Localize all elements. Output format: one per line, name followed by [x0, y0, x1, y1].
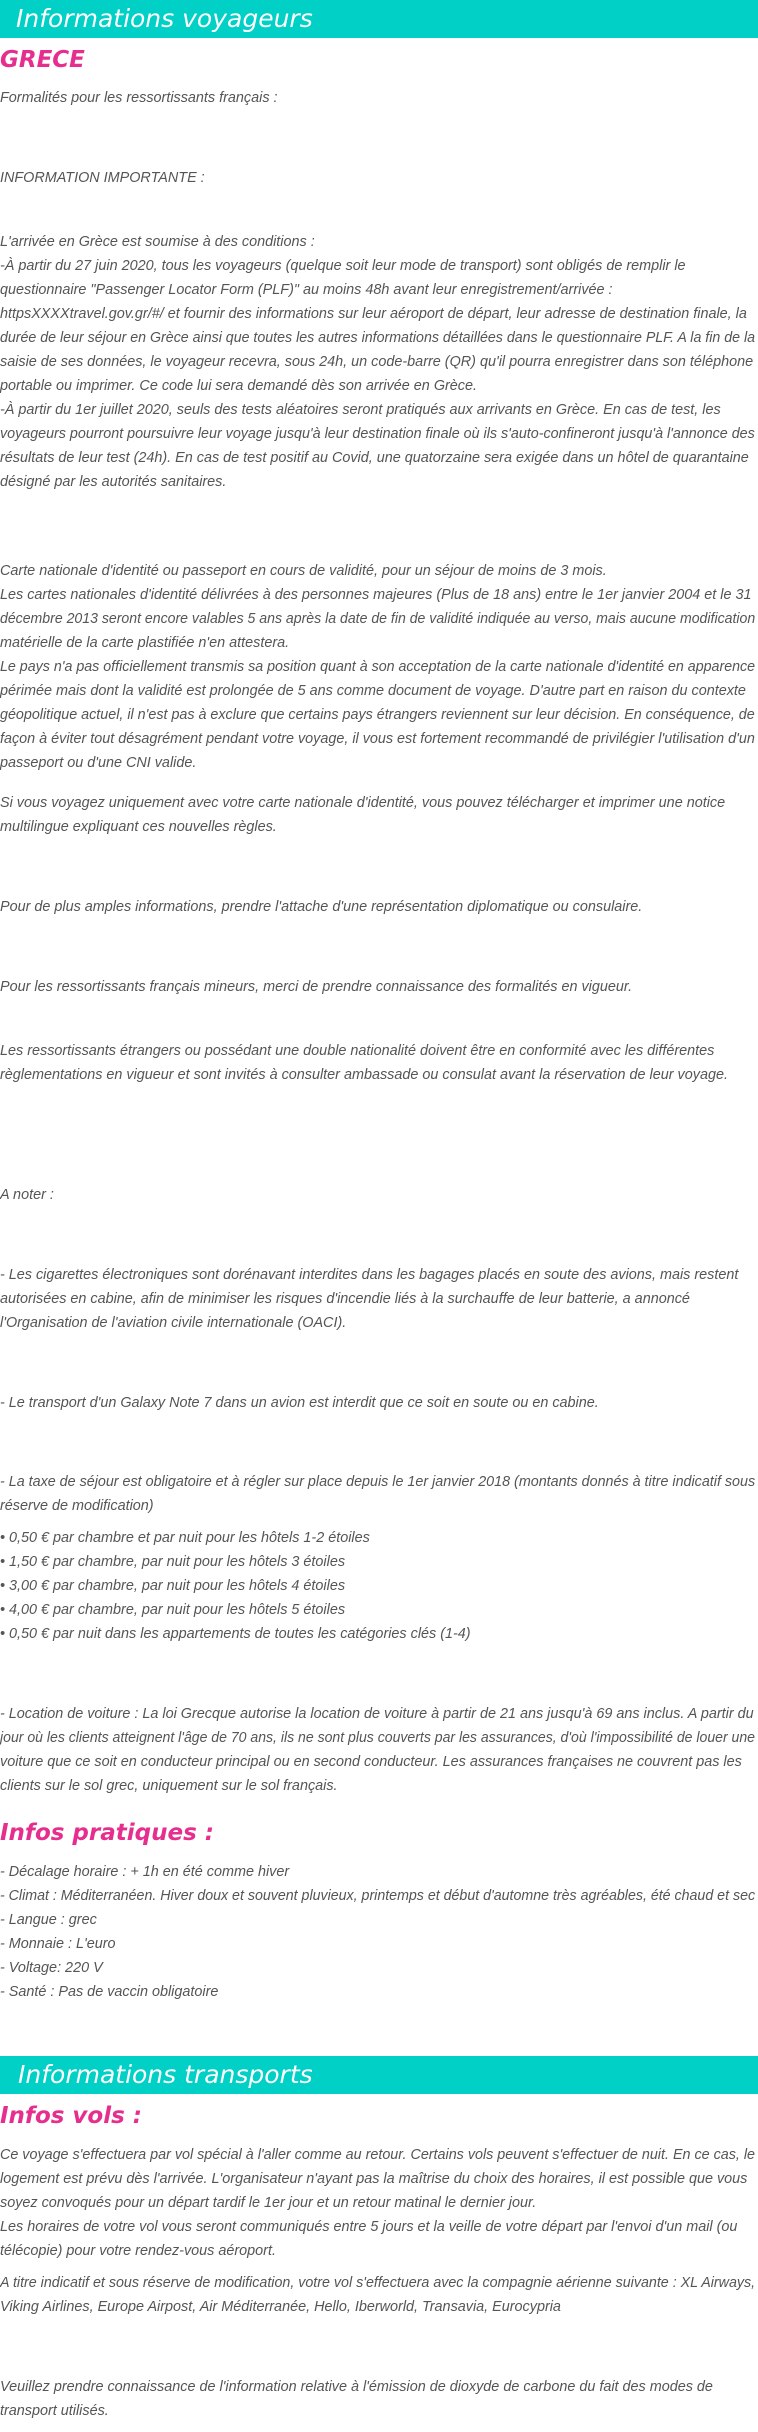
cigarettes-line: autorisées en cabine, afin de minimiser les risques d'incendie liés à la surchauffe de leur batterie, a annoncé	[0, 1291, 690, 1307]
list-item: • 3,00 € par chambre, par nuit pour les hôtels 4 étoiles	[0, 1578, 346, 1594]
conditions-line: portable ou imprimer. Ce code lui sera demandé dès son arrivée en Grèce.	[0, 378, 477, 394]
infos-pratiques-title: Infos pratiques :	[0, 1820, 214, 1846]
list-item: • 0,50 € par chambre et par nuit pour les hôtels 1-2 étoiles	[0, 1530, 370, 1546]
list-item: - Monnaie : L'euro	[0, 1936, 116, 1952]
cigarettes-line: - Les cigarettes électroniques sont dorénavant interdites dans les bagages placés en soute des avions, mais restent	[0, 1267, 739, 1283]
location-line: clients sur le sol grec, uniquement sur le sol français.	[0, 1778, 338, 1794]
conditions-paragraph	[0, 230, 758, 494]
section-title-transports: Informations transports	[18, 2060, 313, 2089]
identite-line: matérielle de la carte plastifiée n'en attestera.	[0, 635, 290, 651]
section-band-transports	[0, 2056, 758, 2094]
infos-vols-title: Infos vols :	[0, 2103, 143, 2129]
vols-line: logement est prévu dès l'arrivée. L'organisateur n'ayant pas la maîtrise du choix des horaires, il est possible que vous	[0, 2171, 748, 2187]
taxe-line: réserve de modification)	[0, 1498, 154, 1514]
etrangers-line: règlementations en vigueur et sont invités à consulter ambassade ou consulat avant la réservation de leur voyage.	[0, 1067, 728, 1083]
etrangers-line: Les ressortissants étrangers ou possédant une double nationalité doivent être en conformité avec les différentes	[0, 1043, 715, 1059]
location-line: - Location de voiture : La loi Grecque autorise la location de voiture à partir de 21 ans jusqu'à 69 ans inclus. A partir du	[0, 1706, 754, 1722]
compagnies-line: Viking Airlines, Europe Airpost, Air Méditerranée, Hello, Iberworld, Transavia, Eurocypria	[0, 2299, 561, 2315]
list-item: - Voltage: 220 V	[0, 1960, 103, 1976]
notice-paragraph	[0, 791, 758, 839]
compagnies-line: A titre indicatif et sous réserve de modification, votre vol s'effectuera avec la compagnie aérienne suivante : XL Airways,	[0, 2275, 756, 2291]
conditions-line: désigné par les autorités sanitaires.	[0, 474, 227, 490]
conditions-line: httpsXXXXtravel.gov.gr/#/ et fournir des informations sur leur aéroport de départ, leur adresse de destination finale, la	[0, 306, 747, 322]
conditions-line: questionnaire "Passenger Locator Form (PLF)" au moins 48h avant leur enregistrement/arrivée :	[0, 282, 613, 298]
list-item: - Santé : Pas de vaccin obligatoire	[0, 1984, 219, 2000]
taxe-list	[0, 1526, 758, 1646]
identite-line: passeport ou d'une CNI valide.	[0, 755, 197, 771]
notice-line: multilingue expliquant ces nouvelles règles.	[0, 819, 277, 835]
vols-line: Ce voyage s'effectuera par vol spécial à l'aller comme au retour. Certains vols peuvent s'effectuer de nuit. En ce cas, le	[0, 2147, 756, 2163]
conditions-line: voyageurs pourront poursuivre leur voyage jusqu'à leur destination finale où ils s'auto-confineront jusqu'à l'annonce des	[0, 426, 755, 442]
conditions-line: -À partir du 27 juin 2020, tous les voyageurs (quelque soit leur mode de transport) sont obligés de remplir le	[0, 258, 686, 274]
vols-line: Les horaires de votre vol vous seront communiqués entre 5 jours et la veille de votre départ par l'envoi d'un mail (ou	[0, 2219, 738, 2235]
location-paragraph	[0, 1702, 758, 1798]
identite-line: Carte nationale d'identité ou passeport en cours de validité, pour un séjour de moins de 3 mois.	[0, 563, 607, 579]
location-line: jour où les clients atteignent l'âge de 70 ans, ils ne sont plus couverts par les assurances, d'où l'impossibilité de louer une	[0, 1730, 755, 1746]
identite-line: façon à éviter tout désagrément pendant votre voyage, il vous est fortement recommandé de privilégier l'utilisation d'un	[0, 731, 755, 747]
section-title-voyageurs: Informations voyageurs	[16, 4, 313, 33]
conditions-line: durée de leur séjour en Grèce ainsi que toutes les autres informations détaillées dans le questionnaire PLF. A la fin de la	[0, 330, 756, 346]
conditions-line: L'arrivée en Grèce est soumise à des conditions :	[0, 234, 315, 250]
etrangers-paragraph	[0, 1039, 758, 1087]
cigarettes-paragraph	[0, 1263, 758, 1335]
diplomatique-paragraph: Pour de plus amples informations, prendre l'attache d'une représentation diplomatique ou consulaire.	[0, 899, 643, 915]
conditions-line: -À partir du 1er juillet 2020, seuls des tests aléatoires seront pratiqués aux arrivants en Grèce. En cas de test, les	[0, 402, 721, 418]
carbone-line: Veuillez prendre connaissance de l'information relative à l'émission de dioxyde de carbone du fait des modes de	[0, 2379, 713, 2395]
formalites-intro: Formalités pour les ressortissants français :	[0, 90, 278, 106]
identite-line: Les cartes nationales d'identité délivrées à des personnes majeures (Plus de 18 ans) entre le 1er janvier 2004 et le 31	[0, 587, 752, 603]
identite-line: périmée mais dont la validité est prolongée de 5 ans comme document de voyage. D'autre part en raison du contexte	[0, 683, 746, 699]
taxe-paragraph	[0, 1470, 758, 1518]
list-item: • 0,50 € par nuit dans les appartements de toutes les catégories clés (1-4)	[0, 1626, 471, 1642]
mineurs-paragraph: Pour les ressortissants français mineurs, merci de prendre connaissance des formalités en vigueur.	[0, 979, 633, 995]
important-label: INFORMATION IMPORTANTE :	[0, 170, 205, 186]
compagnies-paragraph	[0, 2271, 758, 2319]
vols-paragraph	[0, 2143, 758, 2263]
list-item: - Décalage horaire : + 1h en été comme hiver	[0, 1864, 290, 1880]
list-item: • 1,50 € par chambre, par nuit pour les hôtels 3 étoiles	[0, 1554, 346, 1570]
location-line: voiture que ce soit en conducteur principal ou en second conducteur. Les assurances françaises ne couvrent pas les	[0, 1754, 742, 1770]
list-item: • 4,00 € par chambre, par nuit pour les hôtels 5 étoiles	[0, 1602, 346, 1618]
list-item: - Climat : Méditerranéen. Hiver doux et souvent pluvieux, printemps et début d'automne très agréables, été chaud et sec	[0, 1888, 756, 1904]
carbone-line: transport utilisés.	[0, 2403, 109, 2419]
vols-line: télécopie) pour votre rendez-vous aéroport.	[0, 2243, 276, 2259]
conditions-line: saisie de ses données, le voyageur recevra, sous 24h, un code-barre (QR) qu'il pourra enregistrer dans son téléphone	[0, 354, 754, 370]
notice-line: Si vous voyagez uniquement avec votre carte nationale d'identité, vous pouvez télécharger et imprimer une notice	[0, 795, 726, 811]
identite-paragraph	[0, 559, 758, 775]
a-noter-label: A noter :	[0, 1187, 54, 1203]
section-band-voyageurs	[0, 0, 758, 38]
taxe-line: - La taxe de séjour est obligatoire et à régler sur place depuis le 1er janvier 2018 (montants donnés à titre indicatif sous	[0, 1474, 756, 1490]
identite-line: géopolitique actuel, il n'est pas à exclure que certains pays étrangers reviennent sur leur décision. En conséquence, de	[0, 707, 755, 723]
vols-line: soyez convoqués pour un départ tardif le 1er jour et un retour matinal le dernier jour.	[0, 2195, 537, 2211]
identite-line: Le pays n'a pas officiellement transmis sa position quant à son acceptation de la carte nationale d'identité en apparence	[0, 659, 756, 675]
conditions-line: résultats de leur test (24h). En cas de test positif au Covid, une quatorzaine sera exigée dans un hôtel de quarantaine	[0, 450, 749, 466]
cigarettes-line: l'Organisation de l'aviation civile internationale (OACI).	[0, 1315, 347, 1331]
infos-pratiques-list	[0, 1860, 758, 2004]
country-title: GRECE	[0, 47, 85, 73]
galaxy-paragraph: - Le transport d'un Galaxy Note 7 dans un avion est interdit que ce soit en soute ou en cabine.	[0, 1395, 599, 1411]
carbone-paragraph	[0, 2375, 758, 2423]
identite-line: décembre 2013 seront encore valables 5 ans après la date de fin de validité indiquée au verso, mais aucune modification	[0, 611, 756, 627]
list-item: - Langue : grec	[0, 1912, 97, 1928]
